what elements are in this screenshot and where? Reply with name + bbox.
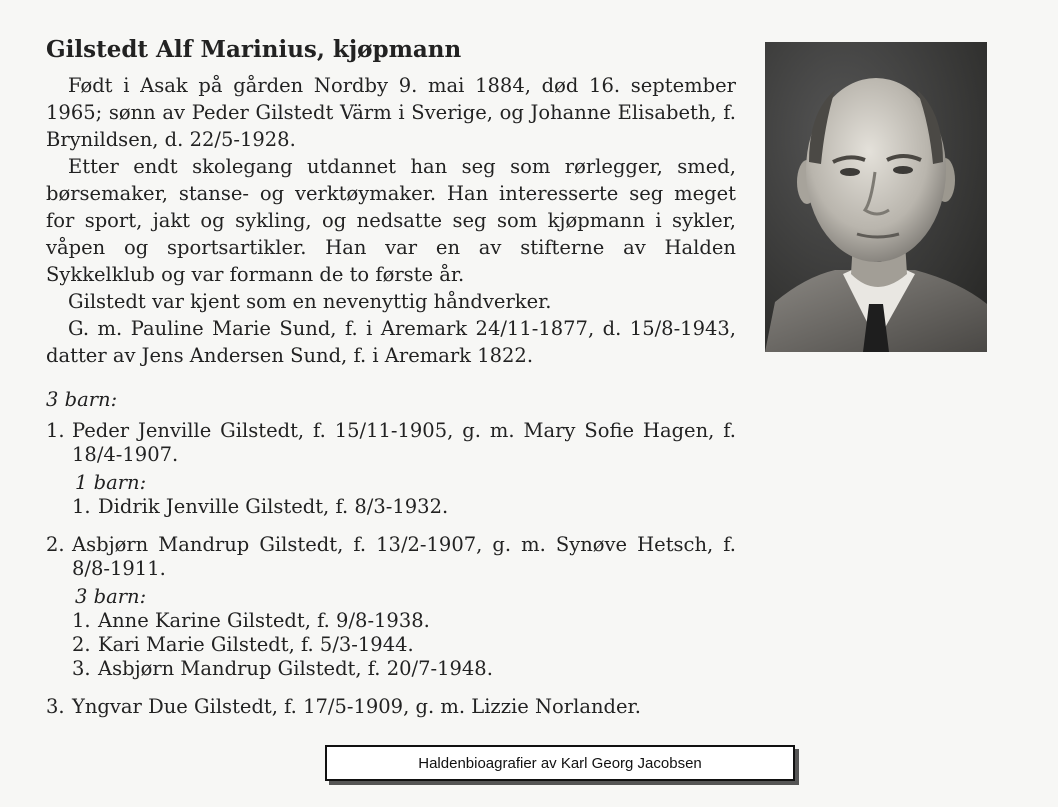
paragraph-marriage: G. m. Pauline Marie Sund, f. i Aremark 24/11-1877, d. 15/8-1943, datter av Jens Andersen Sund, f. i Aremark 1822. <box>46 317 736 367</box>
grandchild-entry <box>72 495 736 519</box>
child-entry <box>46 419 736 467</box>
child-entry <box>46 533 736 581</box>
entry-heading <box>46 34 736 66</box>
grandchild-entry <box>72 657 736 681</box>
child-number: 2. <box>46 533 65 556</box>
portrait-photo <box>765 42 987 352</box>
grandchild-entry <box>72 609 736 633</box>
grandchild-text: Didrik Jenville Gilstedt, f. 8/3-1932. <box>98 495 449 518</box>
grandchildren-heading: 1 barn: <box>75 471 147 494</box>
child-text: Peder Jenville Gilstedt, f. 15/11-1905, g. m. Mary Sofie Hagen, f. 18/4-1907. <box>72 419 736 466</box>
child-number: 1. <box>46 419 65 442</box>
grandchild-number: 1. <box>72 609 91 632</box>
grandchild-number: 3. <box>72 657 91 680</box>
paragraph-career: Etter endt skolegang utdannet han seg som rørlegger, smed, børsemaker, stanse- og verktøymaker. Han interesserte seg meget for sport, jakt og sykling, og nedsatte seg som kjøpmann i sykler, våpen og sportsartikler. Han var en av stifterne av Halden Sykkelklub og var formann de to første år. <box>46 155 736 286</box>
caption-text: Haldenbioagrafier av Karl Georg Jacobsen <box>418 754 702 772</box>
grandchild-text: Anne Karine Gilstedt, f. 9/8-1938. <box>98 609 430 632</box>
child-number: 3. <box>46 695 65 718</box>
grandchild-text: Asbjørn Mandrup Gilstedt, f. 20/7-1948. <box>98 657 493 680</box>
biography-text <box>46 34 736 719</box>
grandchild-number: 2. <box>72 633 91 656</box>
children-heading: 3 barn: <box>46 388 118 411</box>
grandchildren-group <box>72 585 736 681</box>
grandchild-number: 1. <box>72 495 91 518</box>
child-text: Yngvar Due Gilstedt, f. 17/5-1909, g. m. Lizzie Norlander. <box>72 695 641 718</box>
paragraph-birth: Født i Asak på gården Nordby 9. mai 1884, død 16. september 1965; sønn av Peder Gilstedt Värm i Sverige, og Johanne Elisabeth, f. Brynildsen, d. 22/5-1928. <box>46 74 736 151</box>
grandchildren-heading: 3 barn: <box>75 585 147 608</box>
grandchild-entry <box>72 633 736 657</box>
child-entry <box>46 695 736 719</box>
person-title: , kjøpmann <box>316 36 462 63</box>
person-name: Gilstedt Alf Marinius <box>46 36 317 63</box>
grandchildren-group <box>72 471 736 519</box>
grandchild-text: Kari Marie Gilstedt, f. 5/3-1944. <box>98 633 414 656</box>
child-text: Asbjørn Mandrup Gilstedt, f. 13/2-1907, g. m. Synøve Hetsch, f. 8/8-1911. <box>72 533 736 580</box>
caption-box <box>325 745 795 781</box>
paragraph-craftsman: Gilstedt var kjent som en nevenyttig håndverker. <box>68 290 552 313</box>
